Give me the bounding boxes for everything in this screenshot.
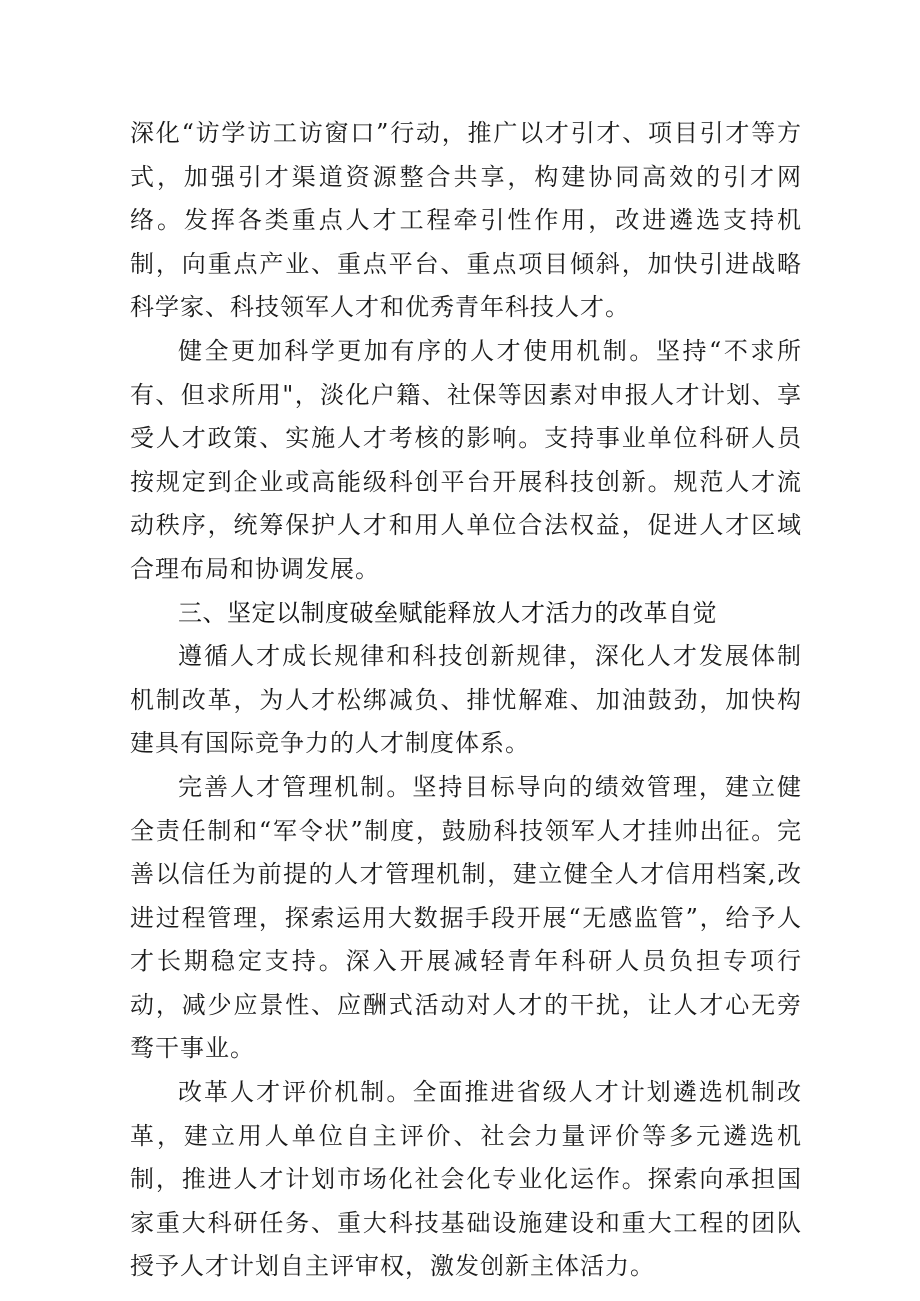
paragraph-talent-evaluation-mechanism: 改革人才评价机制。全面推进省级人才计划遴选机制改革，建立用人单位自主评价、社会力量评价等多元遴选机制，推进人才计划市场化社会化专业化运作。探索向承担国家重大科研任务、重大科技基础设施建设和重大工程的团队授予人才计划自主评审权，激发创新主体活力。 [130,1078,802,1281]
paragraph-talent-introduction-continued: 深化“访学访工访窗口”行动，推广以才引才、项目引才等方式，加强引才渠道资源整合共享，构建协同高效的引才网络。发挥各类重点人才工程牵引性作用，改进遴选支持机制，向重点产业、重点平台、重点项目倾斜，加快引进战略科学家、科技领军人才和优秀青年科技人才。 [130,119,802,322]
section-heading-three: 三、坚定以制度破垒赋能释放人才活力的改革自觉 [178,598,717,627]
paragraph-reform-intro: 遵循人才成长规律和科技创新规律，深化人才发展体制机制改革，为人才松绑减负、排忧解难、加油鼓劲，加快构建具有国际竞争力的人才制度体系。 [130,642,802,758]
paragraph-talent-use-mechanism: 健全更加科学更加有序的人才使用机制。坚持“不求所有、但求所用"，淡化户籍、社保等因素对申报人才计划、享受人才政策、实施人才考核的影响。支持事业单位科研人员按规定到企业或高能级科创平台开展科技创新。规范人才流动秩序，统筹保护人才和用人单位合法权益，促进人才区域合理布局和协调发展。 [130,336,802,583]
paragraph-talent-management-mechanism: 完善人才管理机制。坚持目标导向的绩效管理，建立健全责任制和“军令状”制度，鼓励科技领军人才挂帅出征。完善以信任为前提的人才管理机制，建立健全人才信用档案,改进过程管理，探索运用大数据手段开展“无感监管”，给予人才长期稳定支持。深入开展减轻青年科研人员负担专项行动，减少应景性、应酬式活动对人才的干扰，让人才心无旁骛干事业。 [130,772,802,1063]
document-body [130,112,802,1289]
